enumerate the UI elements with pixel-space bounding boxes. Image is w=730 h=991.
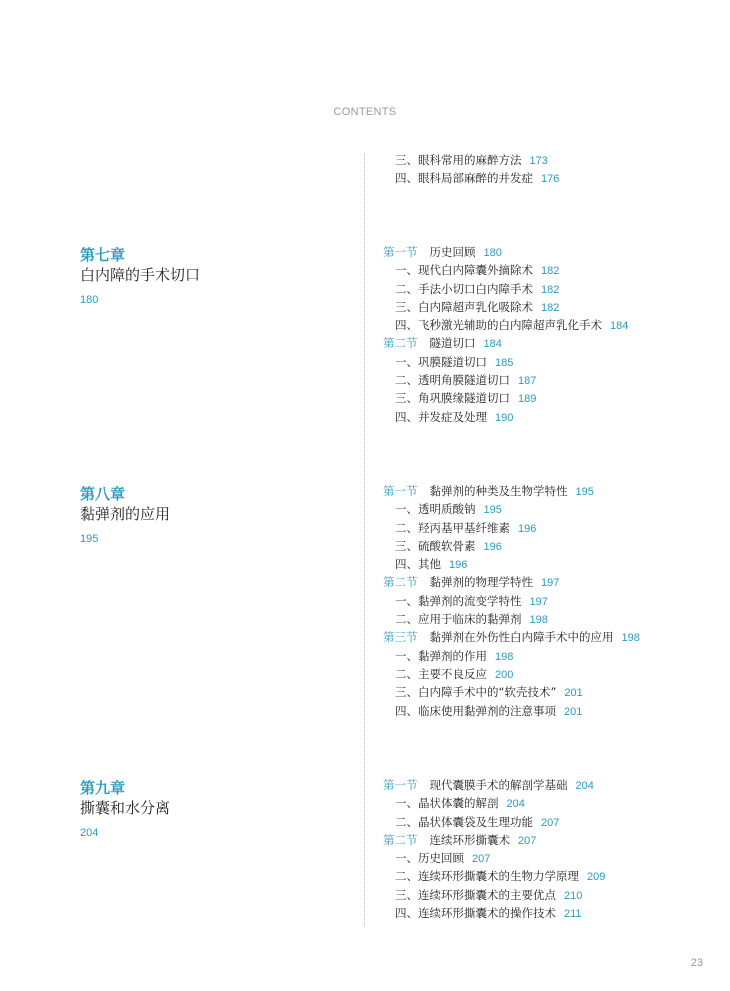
toc-item-entry[interactable]	[383, 610, 640, 628]
toc-continuation	[383, 151, 559, 188]
entry-title: 一、晶状体囊的解剖	[395, 796, 499, 811]
entry-page-number: 201	[564, 687, 583, 700]
chapter-9-toc	[383, 776, 605, 922]
entry-title: 隧道切口	[429, 336, 476, 351]
toc-item-entry[interactable]	[383, 371, 628, 389]
entry-title: 一、黏弹剂的作用	[395, 648, 487, 663]
entry-page-number: 211	[564, 908, 582, 921]
entry-page-number: 198	[495, 650, 514, 663]
toc-item-entry[interactable]	[383, 353, 628, 371]
section-number: 第一节	[383, 245, 418, 259]
entry-page-number: 207	[541, 816, 560, 829]
chapter-title[interactable]: 白内障的手术切口	[80, 266, 201, 284]
entry-title: 二、连续环形撕囊术的生物力学原理	[395, 869, 579, 884]
toc-section-entry[interactable]	[383, 831, 605, 849]
entry-page-number: 201	[564, 705, 583, 718]
toc-item-entry[interactable]	[383, 849, 605, 867]
entry-title: 四、其他	[395, 557, 441, 572]
entry-page-number: 196	[518, 522, 537, 535]
entry-title: 一、历史回顾	[395, 851, 464, 866]
entry-title: 三、硫酸软骨素	[395, 538, 476, 553]
entry-title: 二、手法小切口白内障手术	[395, 281, 533, 296]
entry-title: 三、白内障手术中的“软壳技术”	[395, 685, 557, 700]
toc-item-entry[interactable]	[383, 408, 628, 426]
toc-item-entry[interactable]	[383, 537, 640, 555]
entry-title: 四、飞秒激光辅助的白内障超声乳化手术	[395, 318, 602, 333]
entry-page-number: 195	[575, 486, 594, 498]
chapter-title[interactable]: 黏弹剂的应用	[80, 505, 171, 523]
chapter-page: 180	[80, 294, 99, 306]
chapter-7-heading	[80, 245, 200, 306]
entry-title: 二、透明角膜隧道切口	[395, 373, 510, 388]
entry-page-number: 198	[621, 632, 640, 645]
entry-page-number: 204	[506, 798, 525, 811]
toc-section-entry[interactable]	[383, 482, 640, 500]
toc-item-entry[interactable]	[383, 592, 640, 610]
entry-page-number: 204	[575, 780, 594, 792]
entry-title: 连续环形撕囊术	[429, 832, 510, 847]
toc-item-entry[interactable]	[383, 500, 640, 518]
entry-page-number: 196	[483, 540, 502, 553]
chapter-page: 204	[80, 827, 99, 839]
entry-page-number: 200	[495, 668, 514, 681]
entry-title: 四、并发症及处理	[395, 409, 487, 424]
entry-page-number: 182	[541, 265, 560, 278]
section-number: 第二节	[383, 575, 418, 590]
column-divider	[364, 153, 365, 926]
entry-title: 一、透明质酸钠	[395, 502, 476, 517]
entry-title: 二、主要不良反应	[395, 666, 487, 681]
entry-page-number: 197	[541, 577, 560, 590]
entry-page-number: 198	[529, 614, 548, 627]
toc-section-entry[interactable]	[383, 573, 640, 591]
toc-item-entry[interactable]	[383, 886, 605, 904]
entry-title: 历史回顾	[429, 245, 476, 259]
chapter-title[interactable]: 撕囊和水分离	[80, 799, 171, 817]
toc-item-entry[interactable]	[383, 555, 640, 573]
entry-page-number: 209	[587, 871, 606, 884]
toc-item-entry[interactable]	[383, 647, 640, 665]
section-number: 第三节	[383, 630, 418, 645]
entry-title: 黏弹剂在外伤性白内障手术中的应用	[429, 630, 614, 645]
entry-title: 一、巩膜隧道切口	[395, 354, 487, 369]
entry-page-number: 173	[529, 155, 548, 167]
entry-page-number: 190	[495, 411, 514, 424]
chapter-number: 第七章	[80, 246, 126, 264]
section-number: 第二节	[383, 832, 418, 847]
entry-title: 二、应用于临床的黏弹剂	[395, 612, 522, 627]
entry-title: 四、连续环形撕囊术的操作技术	[395, 906, 556, 921]
entry-page-number: 185	[495, 356, 514, 369]
toc-section-entry[interactable]	[383, 243, 628, 261]
toc-item-entry[interactable]	[383, 519, 640, 537]
chapter-8-toc	[383, 482, 640, 720]
toc-item-entry[interactable]	[383, 280, 628, 298]
entry-title: 二、晶状体囊袋及生理功能	[395, 814, 533, 829]
contents-header: CONTENTS	[333, 106, 397, 118]
toc-item-entry[interactable]	[383, 794, 605, 812]
entry-page-number: 182	[541, 283, 560, 296]
entry-page-number: 197	[529, 595, 548, 608]
section-number: 第一节	[383, 778, 418, 792]
entry-page-number: 187	[518, 375, 537, 388]
toc-item-entry[interactable]	[383, 702, 640, 720]
toc-item-entry[interactable]	[383, 813, 605, 831]
entry-title: 四、临床使用黏弹剂的注意事项	[395, 703, 556, 718]
toc-section-entry[interactable]	[383, 628, 640, 646]
chapter-9-heading	[80, 778, 170, 839]
toc-item-entry[interactable]	[383, 665, 640, 683]
chapter-page: 195	[80, 533, 99, 545]
entry-page-number: 207	[472, 853, 491, 866]
toc-section-entry[interactable]	[383, 776, 605, 794]
entry-page-number: 182	[541, 301, 560, 314]
entry-page-number: 180	[483, 247, 502, 259]
section-number: 第一节	[383, 484, 418, 498]
entry-title: 三、角巩膜缘隧道切口	[395, 391, 510, 406]
entry-page-number: 184	[610, 320, 629, 333]
entry-title: 黏弹剂的种类及生物学特性	[429, 484, 568, 498]
entry-title: 现代囊膜手术的解剖学基础	[429, 778, 568, 792]
toc-item-entry[interactable]	[383, 683, 640, 701]
entry-page-number: 207	[518, 834, 537, 847]
entry-title: 三、眼科常用的麻醉方法	[395, 153, 522, 167]
toc-section-entry[interactable]	[383, 334, 628, 352]
toc-item-entry[interactable]	[383, 316, 628, 334]
entry-title: 三、连续环形撕囊术的主要优点	[395, 887, 556, 902]
toc-item-entry[interactable]	[383, 298, 628, 316]
chapter-7-toc	[383, 243, 628, 426]
toc-item-entry[interactable]	[383, 151, 559, 169]
entry-title: 三、白内障超声乳化吸除术	[395, 299, 533, 314]
entry-page-number: 195	[483, 504, 502, 517]
entry-page-number: 176	[541, 173, 560, 186]
entry-title: 一、黏弹剂的流变学特性	[395, 593, 522, 608]
entry-title: 黏弹剂的物理学特性	[429, 575, 533, 590]
toc-item-entry[interactable]	[383, 867, 605, 885]
entry-page-number: 184	[483, 338, 502, 351]
toc-item-entry[interactable]	[383, 261, 628, 279]
section-number: 第二节	[383, 336, 418, 351]
entry-page-number: 189	[518, 393, 537, 406]
chapter-number: 第九章	[80, 779, 126, 797]
page-number: 23	[690, 957, 703, 969]
entry-page-number: 210	[564, 889, 583, 902]
entry-page-number: 196	[449, 559, 468, 572]
toc-item-entry[interactable]	[383, 389, 628, 407]
toc-item-entry[interactable]	[383, 904, 605, 922]
entry-title: 一、现代白内障囊外摘除术	[395, 263, 533, 278]
chapter-8-heading	[80, 484, 170, 545]
entry-title: 四、眼科局部麻醉的并发症	[395, 171, 533, 186]
toc-item-entry[interactable]	[383, 169, 559, 187]
entry-title: 二、羟丙基甲基纤维素	[395, 520, 510, 535]
chapter-number: 第八章	[80, 485, 126, 503]
